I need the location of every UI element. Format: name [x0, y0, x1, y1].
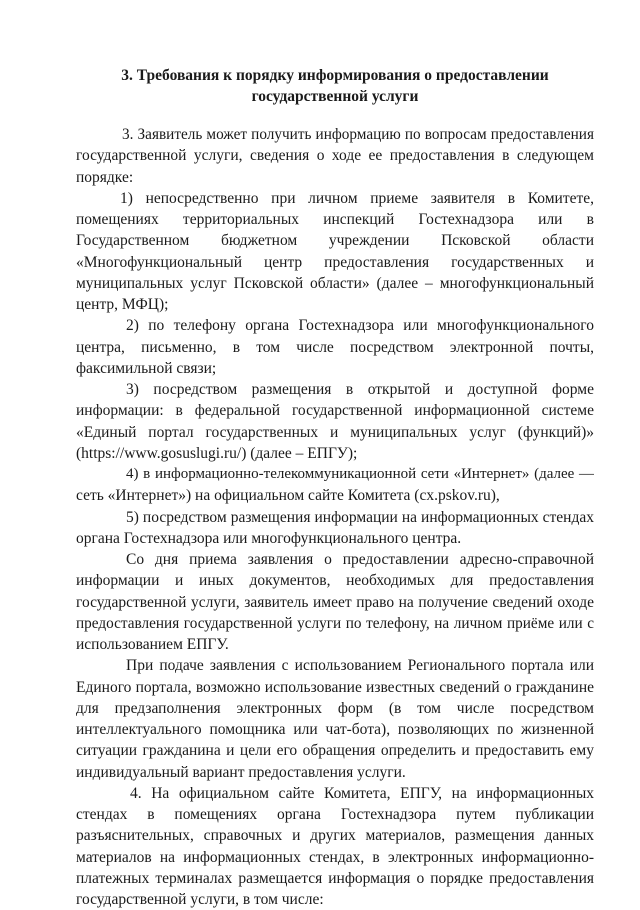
text-line: муниципальных услуг Псковской области» (далее – многофункциональный: [76, 274, 594, 292]
paragraph: [76, 315, 594, 379]
paragraph: [76, 507, 594, 550]
text-line: государственной услуги, заявитель имеет право на получение сведений оходе: [76, 593, 594, 611]
text-line: 4) в информационно-телекоммуникационной сети «Интернет» (далее —: [126, 466, 594, 482]
text-line: индивидуальный вариант предоставления услуги.: [76, 763, 406, 781]
text-line: центра, письменно, в том числе посредством электронной почты,: [76, 338, 594, 356]
text-line: использованием ЕПГУ.: [76, 636, 229, 653]
paragraph: [76, 655, 594, 783]
text-line: Государственном бюджетном учреждении Псковской области: [76, 232, 594, 250]
text-line: Единого портала, возможно использование известных сведений о гражданине: [76, 678, 594, 696]
paragraph: [76, 783, 594, 910]
text-line: 3) посредством размещения в открытой и доступной форме: [126, 381, 594, 398]
text-line: ситуации гражданина и цели его обращения определить и предоставить ему: [76, 742, 594, 760]
paragraph: [76, 379, 594, 464]
text-line: 4. На официальном сайте Комитета, ЕПГУ, на информационных: [130, 784, 594, 802]
text-line: материалов на информационных стендах, в электронных информационно-: [76, 848, 594, 866]
section-heading-line-2: государственной услуги: [251, 88, 419, 105]
paragraph: [76, 124, 594, 188]
section-heading-line-1: 3. Требования к порядку информирования о предоставлении: [121, 67, 549, 84]
text-line: государственной услуги, сведения о ходе ее предоставления в следующем: [76, 147, 594, 165]
text-line: факсимильной связи;: [76, 359, 217, 377]
text-line: органа Гостехнадзора или многофункционального центра.: [76, 529, 462, 547]
text-line: помещениях территориальных инспекций Гостехнадзора или в: [76, 211, 594, 228]
text-line: для предзаполнения электронных форм (в том числе посредством: [76, 699, 594, 717]
paragraph: [76, 188, 594, 316]
text-line: информации: в федеральной государственной информационной системе: [76, 402, 594, 420]
text-line: информации и иных документов, необходимых для предоставления: [76, 572, 594, 590]
text-line: 5) посредством размещения информации на информационных стендах: [126, 508, 594, 526]
text-line: 3. Заявитель может получить информацию по вопросам предоставления: [122, 126, 594, 143]
paragraph: [76, 549, 594, 655]
text-line: сеть «Интернет») на официальном сайте Комитета (cx.pskov.ru),: [76, 487, 500, 505]
text-line: предоставления государственной услуги по телефону, на личном приёме или с: [76, 614, 594, 632]
document-body: [76, 124, 594, 910]
text-line: стендах в помещениях органа Гостехнадзора путем публикации: [76, 806, 594, 823]
text-line: порядке:: [76, 168, 134, 186]
text-line: платежных терминалах размещается информация о порядке предоставления: [76, 869, 594, 887]
text-line: 1) непосредственно при личном приеме заявителя в Комитете,: [120, 189, 594, 207]
text-line: разъяснительных, справочных и других материалов, размещения данных: [76, 827, 594, 845]
text-line: 2) по телефону органа Гостехнадзора или многофункционального: [126, 317, 594, 335]
text-line: При подаче заявления с использованием Регионального портала или: [126, 657, 594, 675]
text-line: «Многофункциональный центр предоставления государственных и: [76, 253, 594, 271]
text-line: (https://www.gosuslugi.ru/) (далее – ЕПГУ);: [76, 444, 358, 462]
text-line: Со дня приема заявления о предоставлении адресно-справочной: [126, 551, 594, 568]
text-line: государственной услуги, в том числе:: [76, 891, 324, 908]
text-line: интеллектуального помощника или чат-бота), позволяющих по жизненной: [76, 721, 594, 738]
text-line: центр, МФЦ);: [76, 296, 169, 313]
text-line: «Единый портал государственных и муниципальных услуг (функций)»: [76, 423, 594, 441]
paragraph: [76, 464, 594, 507]
